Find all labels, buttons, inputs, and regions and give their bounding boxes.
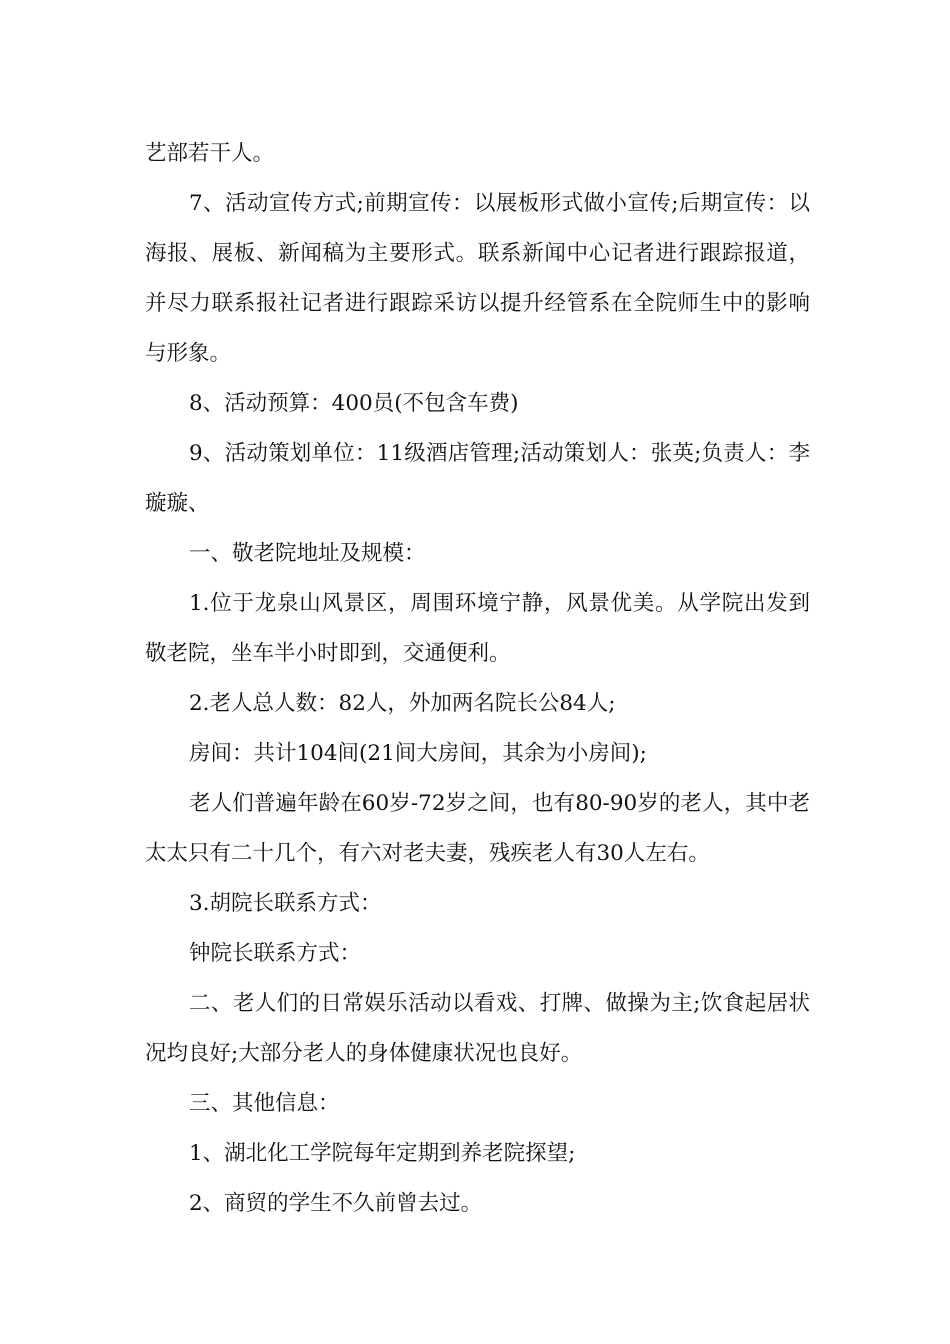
section-heading-activities: 二、老人们的日常娱乐活动以看戏、打牌、做操为主;饮食起居状况均良好;大部分老人的身体健康状况也良好。 bbox=[145, 991, 810, 1066]
paragraph-budget: 8、活动预算：400员(不包含车费) bbox=[189, 391, 519, 416]
paragraph-ages: 老人们普遍年龄在60岁-72岁之间，也有80-90岁的老人，其中老太太只有二十几个，有六对老夫妻，残疾老人有30人左右。 bbox=[145, 791, 810, 866]
paragraph-publicity: 7、活动宣传方式;前期宣传：以展板形式做小宣传;后期宣传：以海报、展板、新闻稿为主要形式。联系新闻中心记者进行跟踪报道，并尽力联系报社记者进行跟踪采访以提升经管系在全院师生中的影响与形象。 bbox=[145, 191, 810, 366]
paragraph-contact-zhong: 钟院长联系方式： bbox=[189, 941, 362, 966]
paragraph-continuation: 艺部若干人。 bbox=[145, 141, 275, 166]
paragraph-contact-hu: 3.胡院长联系方式： bbox=[189, 891, 382, 916]
paragraph-location: 1.位于龙泉山风景区，周围环境宁静，风景优美。从学院出发到敬老院，坐车半小时即到，交通便利。 bbox=[145, 591, 810, 666]
section-heading-other-info: 三、其他信息： bbox=[189, 1091, 340, 1116]
paragraph-other-info-2: 2、商贸的学生不久前曾去过。 bbox=[189, 1191, 483, 1216]
section-heading-address: 一、敬老院地址及规模： bbox=[189, 541, 426, 566]
paragraph-organizer: 9、活动策划单位：11级酒店管理;活动策划人：张英;负责人：李璇璇、 bbox=[145, 441, 810, 516]
paragraph-rooms: 房间：共计104间(21间大房间，其余为小房间); bbox=[189, 741, 647, 766]
document-body bbox=[145, 129, 810, 1229]
paragraph-other-info-1: 1、湖北化工学院每年定期到养老院探望; bbox=[189, 1141, 576, 1166]
paragraph-headcount: 2.老人总人数：82人，外加两名院长公84人; bbox=[189, 691, 616, 716]
